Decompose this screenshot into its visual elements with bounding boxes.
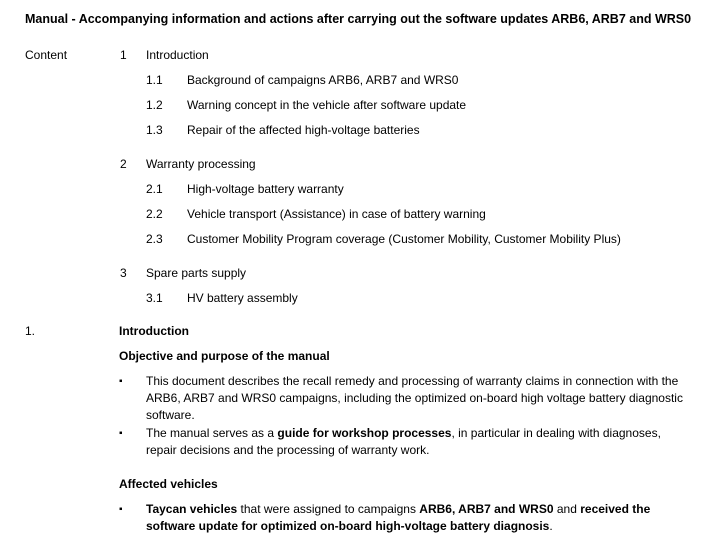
section-heading: Introduction — [119, 324, 189, 338]
document-title: Manual - Accompanying information and actions after carrying out the software updates ARB6, ARB7 and WRS0 — [25, 12, 692, 26]
text-run: and — [553, 502, 581, 516]
text-run: The manual serves as a — [146, 426, 278, 440]
toc-number: 3.1 — [146, 291, 163, 305]
toc-number: 2 — [120, 157, 127, 171]
toc-number: 3 — [120, 266, 127, 280]
bullet-text — [146, 425, 686, 459]
text-run: that were assigned to campaigns — [237, 502, 420, 516]
content-label: Content — [25, 48, 68, 62]
toc-entry-background: Background of campaigns ARB6, ARB7 and WRS0 — [187, 73, 459, 87]
toc-entry-hv-battery-assembly: HV battery assembly — [187, 291, 298, 305]
bullet-marker: ▪ — [119, 376, 123, 387]
bullet-marker: ▪ — [119, 504, 123, 515]
text-run: . — [549, 519, 553, 533]
bullet-text — [146, 373, 686, 424]
subheading-objective: Objective and purpose of the manual — [119, 349, 330, 363]
toc-entry-repair: Repair of the affected high-voltage batteries — [187, 123, 420, 137]
emphasis-text: ARB6, ARB7 and WRS0 — [419, 502, 554, 516]
emphasis-text: Taycan vehicles — [146, 502, 238, 516]
toc-entry-spare-parts: Spare parts supply — [146, 266, 247, 280]
subheading-affected-vehicles: Affected vehicles — [119, 477, 218, 491]
toc-entry-introduction: Introduction — [146, 48, 209, 62]
toc-number: 2.3 — [146, 232, 163, 246]
toc-number: 1.2 — [146, 98, 163, 112]
toc-number: 1 — [120, 48, 127, 62]
text-run: , in particular in dealing with diagnoses, repair decisions and the processing of warranty work. — [146, 426, 661, 457]
toc-number: 1.3 — [146, 123, 163, 137]
toc-entry-battery-warranty: High-voltage battery warranty — [187, 182, 344, 196]
bullet-marker: ▪ — [119, 428, 123, 439]
bullet-text — [146, 501, 686, 535]
toc-entry-vehicle-transport: Vehicle transport (Assistance) in case of battery warning — [187, 207, 486, 221]
toc-number: 1.1 — [146, 73, 163, 87]
toc-entry-mobility-program: Customer Mobility Program coverage (Customer Mobility, Customer Mobility Plus) — [187, 232, 621, 246]
toc-entry-warning-concept: Warning concept in the vehicle after software update — [187, 98, 467, 112]
emphasis-text: guide for workshop processes — [277, 426, 452, 440]
toc-number: 2.2 — [146, 207, 163, 221]
bullet-text-content: This document describes the recall remedy and processing of warranty claims in connection with the ARB6, ARB7 and WRS0 campaigns, including the optimized on-board high voltage battery diagnostic software. — [146, 374, 683, 422]
toc-number: 2.1 — [146, 182, 163, 196]
toc-entry-warranty-processing: Warranty processing — [146, 157, 256, 171]
emphasis-text: received the software update for optimized on-board high-voltage battery diagnosis — [146, 502, 651, 533]
section-number: 1. — [25, 324, 36, 338]
